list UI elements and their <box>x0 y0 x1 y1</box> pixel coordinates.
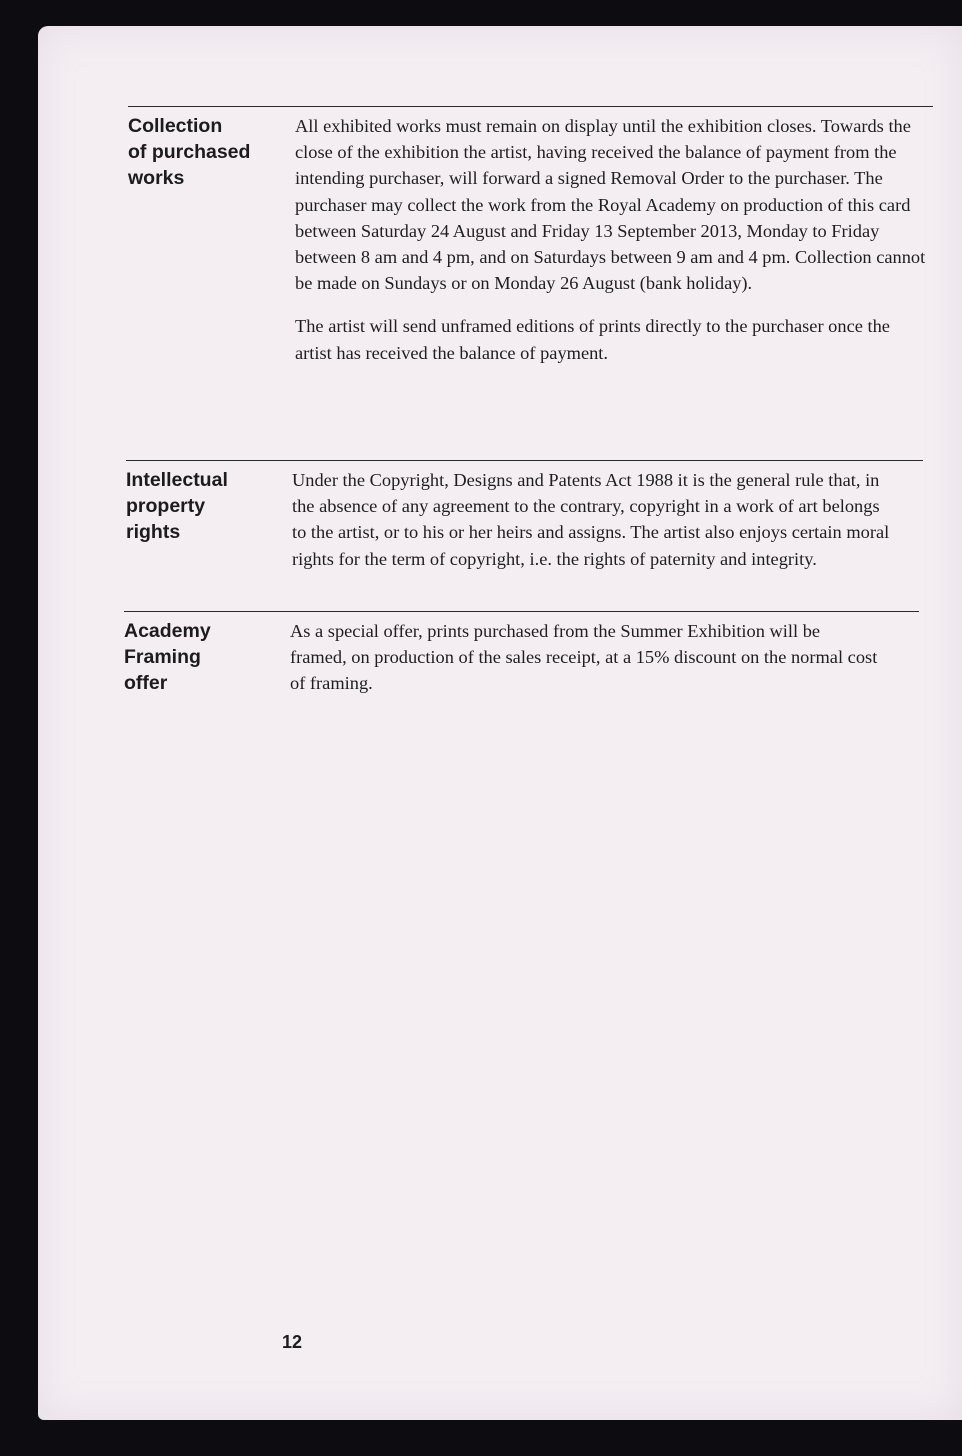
section-body <box>290 618 880 697</box>
section-intellectual-property <box>126 460 923 569</box>
paragraph: As a special offer, prints purchased from the Summer Exhibition will be framed, on production of the sales receipt, at a 15% discount on the normal cost of framing. <box>290 621 878 694</box>
paragraph: The artist will send unframed editions of prints directly to the purchaser once the artist has received the balance of payment. <box>295 316 890 363</box>
section-body <box>295 113 931 366</box>
section-heading: Academy Framing offer <box>124 620 211 694</box>
booklet-page <box>38 26 962 1420</box>
section-collection <box>128 106 933 363</box>
section-heading: Intellectual property rights <box>126 469 228 543</box>
paragraph: Under the Copyright, Designs and Patents Act 1988 it is the general rule that, in the absence of any agreement to the contrary, copyright in a work of art belongs to the artist, or to his or her heirs and assigns. The artist also enjoys certain moral rights for the term of copyright, i.e. the rights of paternity and integrity. <box>292 470 890 569</box>
paragraph: All exhibited works must remain on display until the exhibition closes. Towards the close of the exhibition the artist, having received the balance of payment from the intending purchaser, will forward a signed Removal Order to the purchaser. The purchaser may collect the work from the Royal Academy on production of this card between Saturday 24 August and Friday 13 September 2013, Monday to Friday between 8 am and 4 pm, and on Saturdays between 9 am and 4 pm. Collection cannot be made on Sundays or on Monday 26 August (bank holiday). <box>295 116 926 294</box>
page-number: 12 <box>282 1332 303 1352</box>
section-framing-offer <box>124 611 919 694</box>
section-body <box>292 467 892 572</box>
section-heading: Collection of purchased works <box>128 115 251 189</box>
